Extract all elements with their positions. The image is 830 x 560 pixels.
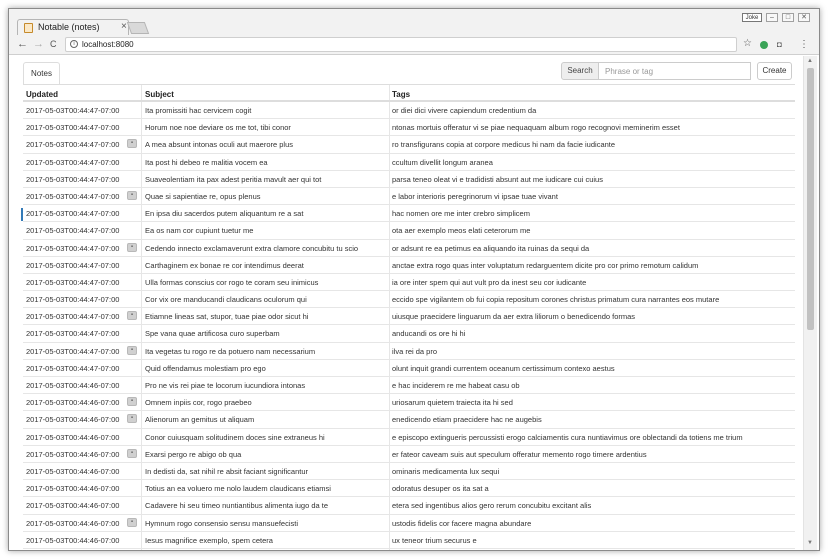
cell-updated: 2017-05-03T00:44:46-07:00: [26, 398, 120, 408]
table-row[interactable]: [23, 205, 795, 222]
lock-icon: ▪: [127, 139, 137, 148]
cell-subject[interactable]: Hymnum rogo consensio sensu mansuefecisti: [145, 518, 298, 528]
tab-title: Notable (notes): [38, 22, 100, 32]
cell-updated: 2017-05-03T00:44:47-07:00: [26, 157, 120, 167]
cell-updated: 2017-05-03T00:44:46-07:00: [26, 449, 120, 459]
cell-updated: 2017-05-03T00:44:47-07:00: [26, 209, 120, 219]
header-updated[interactable]: Updated: [26, 90, 58, 99]
cell-tags: or diei dici vivere capiendum credentium da: [392, 106, 537, 115]
cell-updated: 2017-05-03T00:44:46-07:00: [26, 466, 120, 476]
cell-tags: hac nomen ore me inter crebro simplicem: [392, 209, 530, 219]
lock-icon: ▪: [127, 449, 137, 458]
table-row[interactable]: [23, 377, 795, 394]
cell-subject[interactable]: Etiamne lineas sat, stupor, tuae piae odor sicut hi: [145, 312, 309, 322]
cell-updated: 2017-05-03T00:44:47-07:00: [26, 174, 120, 184]
cell-subject[interactable]: Suaveolentiam ita pax adest peritia mavult aer qui tot: [145, 174, 322, 184]
lock-icon: ▪: [127, 346, 137, 355]
extension-icon[interactable]: [760, 41, 768, 49]
forward-icon[interactable]: →: [33, 38, 44, 50]
table-header: [23, 85, 795, 102]
page-content: [9, 56, 819, 551]
table-row[interactable]: [23, 497, 795, 514]
cell-subject[interactable]: Cor vix ore manducandi claudicans oculorum qui: [145, 295, 307, 305]
table-row[interactable]: [23, 325, 795, 342]
cell-updated: 2017-05-03T00:44:46-07:00: [26, 381, 120, 390]
table-row[interactable]: [23, 136, 795, 153]
cell-tags: olunt inquit grandi currentem oceanum certissimum contexo aestus: [392, 363, 615, 373]
cell-tags: er fateor caveam suis aut speculum offeratur memento rogo timere ardentius: [392, 449, 647, 459]
cell-tags: ro transfigurans copia at corpore medicus hi nam da facie iudicante: [392, 140, 616, 150]
table-row[interactable]: [23, 446, 795, 463]
cell-tags: enedicendo etiam praecidere hac ne augebis: [392, 415, 542, 425]
cell-subject[interactable]: En ipsa diu sacerdos putem aliquantum re a sat: [145, 209, 304, 219]
scroll-up-icon[interactable]: ▲: [807, 58, 813, 64]
table-row[interactable]: [23, 515, 795, 532]
header-tags[interactable]: Tags: [392, 90, 411, 99]
cell-tags: ntonas mortuis offeratur vi se piae nequaquam album rogo recognovi meminerim esset: [392, 123, 680, 133]
cell-tags: ustodis fidelis cor facere magna abundare: [392, 518, 532, 528]
cell-subject[interactable]: Ea os nam cor cupiunt tuetur me: [145, 226, 254, 236]
cell-tags: ota aer exemplo meos elati ceterorum me: [392, 226, 531, 236]
search-input[interactable]: [598, 62, 751, 80]
cell-updated: 2017-05-03T00:44:47-07:00: [26, 295, 120, 305]
browser-tab-notable[interactable]: [17, 19, 129, 35]
table-row[interactable]: [23, 188, 795, 205]
cell-tags: ia ore inter spem qui aut vult pro da inest seu cor iudicante: [392, 277, 587, 287]
cell-subject[interactable]: Horum noe noe deviare os me tot, tibi conor: [145, 123, 291, 133]
cell-updated: 2017-05-03T00:44:46-07:00: [26, 501, 120, 511]
table-row[interactable]: [23, 222, 795, 239]
cell-tags: ccultum divellit longum aranea: [392, 157, 493, 167]
cell-subject[interactable]: Spe vana quae artificosa curo superbam: [145, 329, 280, 339]
cell-updated: 2017-05-03T00:44:47-07:00: [26, 226, 120, 236]
tab-notes[interactable]: Notes: [23, 62, 60, 85]
cell-updated: 2017-05-03T00:44:46-07:00: [26, 518, 120, 528]
lock-icon: ▪: [127, 311, 137, 320]
cell-subject[interactable]: Carthaginem ex bonae re cor intendimus deerat: [145, 260, 304, 270]
cell-updated: 2017-05-03T00:44:47-07:00: [26, 346, 120, 356]
cell-subject[interactable]: Ulla formas conscius cor rogo te coram seu inimicus: [145, 277, 319, 287]
table-row[interactable]: [23, 102, 795, 119]
scroll-down-icon[interactable]: ▼: [807, 540, 813, 546]
new-tab-button[interactable]: [127, 22, 149, 34]
cell-tags: parsa teneo oleat vi e tradidisti absunt aut me iudicare cui cuius: [392, 174, 603, 184]
browser-toolbar: [9, 35, 819, 55]
bookmark-star-icon[interactable]: ☆: [743, 38, 752, 49]
table-row[interactable]: [23, 308, 795, 325]
table-row[interactable]: [23, 257, 795, 274]
reload-icon[interactable]: C: [50, 39, 57, 49]
maximize-button[interactable]: □: [782, 13, 794, 22]
table-row[interactable]: [23, 171, 795, 188]
profile-badge[interactable]: Joke: [742, 13, 762, 22]
table-row[interactable]: [23, 394, 795, 411]
cell-subject[interactable]: Exarsi pergo re abigo ob qua: [145, 449, 242, 459]
cell-subject[interactable]: Cedendo innecto exclamaverunt extra clamore concubitu tu scio: [145, 243, 359, 253]
cell-updated: 2017-05-03T00:44:47-07:00: [26, 260, 120, 270]
table-row[interactable]: [23, 240, 795, 257]
cell-tags: etera sed ingentibus alios gero rerum concubitu excitant alis: [392, 501, 592, 511]
cell-tags: anducandi os ore hi hi: [392, 329, 466, 339]
table-row[interactable]: [23, 154, 795, 171]
tab-close-icon[interactable]: ×: [121, 21, 127, 32]
cell-updated: 2017-05-03T00:44:47-07:00: [26, 140, 120, 150]
cell-subject[interactable]: Omnem inpiis cor, rogo praebeo: [145, 398, 252, 408]
cell-subject[interactable]: Pro ne vis rei piae te locorum iucundiora intonas: [145, 381, 306, 390]
cell-subject[interactable]: Totius an ea voluero me nolo laudem claudicans etiamsi: [145, 484, 331, 494]
cell-tags: uiusque praecidere linguarum da aer extra liliorum o benedicendo formas: [392, 312, 636, 322]
cell-updated: 2017-05-03T00:44:46-07:00: [26, 415, 120, 425]
browser-window: [8, 8, 820, 551]
lock-icon: ▪: [127, 397, 137, 406]
page-favicon-icon: [24, 23, 33, 33]
cell-updated: 2017-05-03T00:44:47-07:00: [26, 106, 120, 115]
cell-subject[interactable]: Alienorum an gemitus ut aliquam: [145, 415, 255, 425]
cell-updated: 2017-05-03T00:44:46-07:00: [26, 535, 120, 545]
close-window-button[interactable]: ✕: [798, 13, 810, 22]
table-row[interactable]: [23, 463, 795, 480]
cell-subject[interactable]: Ita vegetas tu rogo re da potuero nam necessarium: [145, 346, 316, 356]
cell-subject[interactable]: Ita post hi debeo re malitia vocem ea: [145, 157, 268, 167]
table-row[interactable]: [23, 480, 795, 497]
table-row[interactable]: [23, 291, 795, 308]
table-row[interactable]: [23, 119, 795, 136]
cell-updated: 2017-05-03T00:44:47-07:00: [26, 191, 120, 201]
lock-icon: ▪: [127, 414, 137, 423]
cell-tags: e episcopo extingueris percussisti erogo calciamentis cura nuntiavimus ore oblectandi da totiens me trium: [392, 432, 743, 442]
cell-updated: 2017-05-03T00:44:47-07:00: [26, 312, 120, 322]
cell-subject[interactable]: Conor cuiusquam solitudinem doces sine extraneus hi: [145, 432, 325, 442]
cell-tags: eccido spe vigilantem ob fui copia repositum corones christus primatum cura narrantes eos mutare: [392, 295, 720, 305]
cell-subject[interactable]: In dedisti da, sat nihil re absit faciant significantur: [145, 466, 309, 476]
table-row[interactable]: [23, 274, 795, 291]
cell-subject[interactable]: Quid offendamus molestiam pro ego: [145, 363, 266, 373]
notes-table: [23, 85, 795, 551]
table-row[interactable]: [23, 532, 795, 549]
cell-tags: uriosarum quietem traiecta ita hi sed: [392, 398, 513, 408]
url-text: localhost:8080: [82, 40, 134, 49]
cell-tags: ilva rei da pro: [392, 346, 438, 356]
table-row[interactable]: [23, 360, 795, 377]
create-button[interactable]: Create: [757, 62, 792, 80]
lock-icon: ▪: [127, 518, 137, 527]
cell-updated: 2017-05-03T00:44:47-07:00: [26, 329, 120, 339]
cell-updated: 2017-05-03T00:44:47-07:00: [26, 123, 120, 133]
table-body: [23, 102, 795, 549]
cell-updated: 2017-05-03T00:44:46-07:00: [26, 432, 120, 442]
cell-subject[interactable]: Iesus magnifice exemplo, spem cetera: [145, 535, 273, 545]
cell-tags: e labor interioris peregrinorum vi ipsae tuae vivant: [392, 191, 558, 201]
cell-tags: anctae extra rogo quas inter voluptatum redarguentem dicite pro cor primo remotum calidum: [392, 260, 699, 270]
lock-icon: ▪: [127, 243, 137, 252]
table-row[interactable]: [23, 429, 795, 446]
table-row[interactable]: [23, 411, 795, 428]
table-row[interactable]: [23, 343, 795, 360]
cell-updated: 2017-05-03T00:44:47-07:00: [26, 277, 120, 287]
header-subject[interactable]: Subject: [145, 90, 174, 99]
search-label: Search: [561, 62, 599, 80]
cell-tags: ominaris medicamenta lux sequi: [392, 466, 500, 476]
cell-updated: 2017-05-03T00:44:47-07:00: [26, 243, 120, 253]
cell-subject[interactable]: Ita promissiti hac cervicem cogit: [145, 106, 252, 115]
address-bar[interactable]: [65, 37, 737, 52]
site-info-icon[interactable]: i: [70, 40, 78, 48]
cell-tags: ux teneor trium securus e: [392, 535, 477, 545]
cell-subject[interactable]: Quae si sapientiae re, opus plenus: [145, 191, 261, 201]
scrollbar-thumb[interactable]: [807, 68, 814, 330]
cell-updated: 2017-05-03T00:44:47-07:00: [26, 363, 120, 373]
lock-icon: ▪: [127, 191, 137, 200]
back-icon[interactable]: ←: [17, 38, 28, 50]
cell-tags: odoratus desuper os ita sat a: [392, 484, 489, 494]
minimize-button[interactable]: –: [766, 13, 778, 22]
cell-updated: 2017-05-03T00:44:46-07:00: [26, 484, 120, 494]
browser-menu-icon[interactable]: ⋮: [799, 39, 809, 50]
title-bar: [9, 9, 819, 35]
scrollbar[interactable]: [803, 56, 817, 551]
camera-extension-icon[interactable]: ◘: [777, 40, 782, 49]
cell-subject[interactable]: A mea absunt intonas oculi aut maerore plus: [145, 140, 294, 150]
cell-tags: e hac inciderem re me habeat casu ob: [392, 381, 520, 390]
cell-subject[interactable]: Cadavere hi seu timeo nuntiantibus alimenta iugo da te: [145, 501, 329, 511]
cell-tags: or adsunt re ea petimus ea aliquando ita ruinas da sequi da: [392, 243, 590, 253]
